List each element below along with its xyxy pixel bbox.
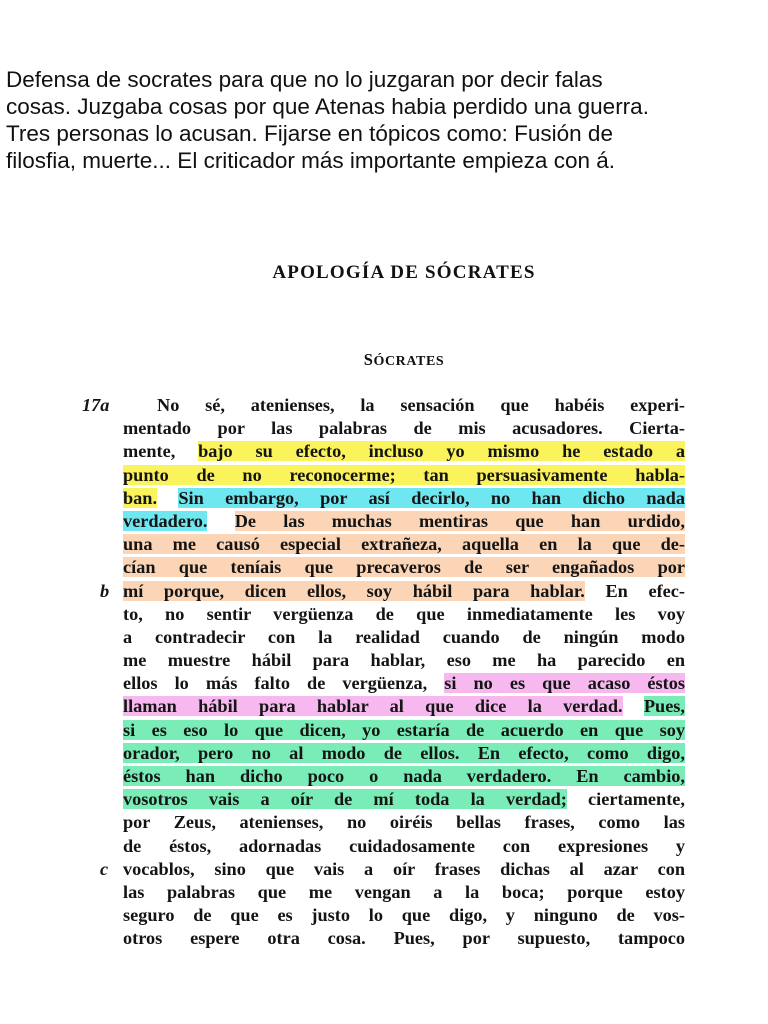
text-line (123, 487, 685, 510)
text-line (123, 556, 685, 579)
text-segment: las palabras que me vengan a la boca; porque estoy (123, 881, 685, 902)
text-line (123, 533, 685, 556)
text-line (123, 626, 685, 649)
highlight-yellow: ban. (123, 487, 158, 508)
text-line (123, 881, 685, 904)
text-segment: seguro de que es justo lo que digo, y ninguno de vos- (123, 905, 685, 926)
highlight-green: si es eso lo que dicen, yo estaría de acuerdo en que soy (123, 719, 685, 740)
text-line (123, 788, 685, 811)
text-line (123, 719, 685, 742)
highlight-green: vosotros vais a oír de mí toda la verdad; (123, 789, 567, 810)
highlight-peach: De las muchas mentiras que han urdido, (234, 510, 685, 531)
text-segment: de éstos, adornadas cuidadosamente con expresiones y (123, 835, 685, 856)
text-segment: ellos lo más falto de vergüenza, (123, 673, 445, 694)
highlight-yellow: punto de no reconocerme; tan persuasivamente habla- (123, 464, 685, 485)
highlight-cyan: verdadero. (123, 510, 208, 531)
text-line (123, 811, 685, 834)
text-line (123, 835, 685, 858)
text-line (123, 649, 685, 672)
text-segment (207, 511, 234, 531)
text-segment: En efec- (584, 580, 685, 601)
text-line (123, 464, 685, 487)
text-line (123, 927, 685, 950)
text-line (123, 580, 685, 603)
highlight-yellow: bajo su efecto, incluso yo mismo he estado a (198, 441, 685, 462)
text-segment: No sé, atenienses, la sensación que habéis experi- (157, 395, 685, 415)
note-line: Tres personas lo acusan. Fijarse en tópicos como: Fusión de (6, 121, 613, 146)
highlight-green: éstos han dicho poco o nada verdadero. En cambio, (123, 766, 685, 786)
text-segment: vocablos, sino que vais a oír frases dichas al azar con (123, 858, 685, 879)
highlight-green: Pues, (643, 696, 685, 717)
highlight-pink: si no es que acaso éstos (444, 673, 685, 694)
text-segment (157, 488, 178, 508)
highlight-cyan: Sin embargo, por así decirlo, no han dicho nada (178, 487, 685, 508)
note-line: cosas. Juzgaba cosas por que Atenas habia perdido una guerra. (6, 94, 649, 119)
text-line (123, 742, 685, 765)
page-title: APOLOGÍA DE SÓCRATES (272, 262, 536, 283)
speaker-rest: ÓCRATES (373, 354, 445, 369)
text-line (123, 394, 685, 417)
text-segment: mentado por las palabras de mis acusadores. Cierta- (123, 418, 685, 439)
text-line (123, 904, 685, 927)
text-segment: ciertamente, (566, 789, 685, 810)
text-segment: por Zeus, atenienses, no oiréis bellas frases, como las (123, 812, 685, 833)
highlight-green: orador, pero no al modo de ellos. En efecto, como digo, (123, 742, 685, 763)
text-segment: otros espere otra cosa. Pues, por supuesto, tampoco (123, 928, 685, 949)
text-segment: a contradecir con la realidad cuando de ningún modo (123, 626, 685, 647)
text-segment: mente, (123, 441, 199, 462)
text-line (123, 858, 685, 881)
text-segment: to, no sentir vergüenza de que inmediatamente les voy (123, 603, 685, 624)
highlight-peach: mí porque, dicen ellos, soy hábil para hablar. (123, 580, 585, 601)
highlight-pink: llaman hábil para hablar al que dice la verdad. (123, 696, 623, 717)
note-line: filosfia, muerte... El criticador más importante empieza con á. (6, 148, 615, 173)
margin-marker-17a: 17a (82, 395, 110, 415)
speaker-initial: S (363, 350, 374, 369)
margin-marker-c: c (100, 859, 109, 879)
annotation-note (6, 66, 762, 174)
text-line (123, 765, 685, 788)
text-line (123, 417, 685, 440)
margin-marker-b: b (100, 580, 110, 601)
speaker-heading (0, 350, 768, 370)
text-line (123, 510, 685, 533)
book-text (123, 394, 685, 951)
text-line (123, 672, 685, 695)
text-segment: me muestre hábil para hablar, eso me ha parecido en (123, 650, 685, 671)
text-segment (623, 696, 644, 716)
text-line (123, 603, 685, 626)
text-line (123, 695, 685, 718)
highlight-peach: una me causó especial extrañeza, aquella en la que de- (123, 534, 685, 555)
highlight-peach: cían que teníais que precaveros de ser engañados por (123, 557, 685, 578)
text-line (123, 440, 685, 463)
note-line: Defensa de socrates para que no lo juzgaran por decir falas (6, 67, 603, 92)
